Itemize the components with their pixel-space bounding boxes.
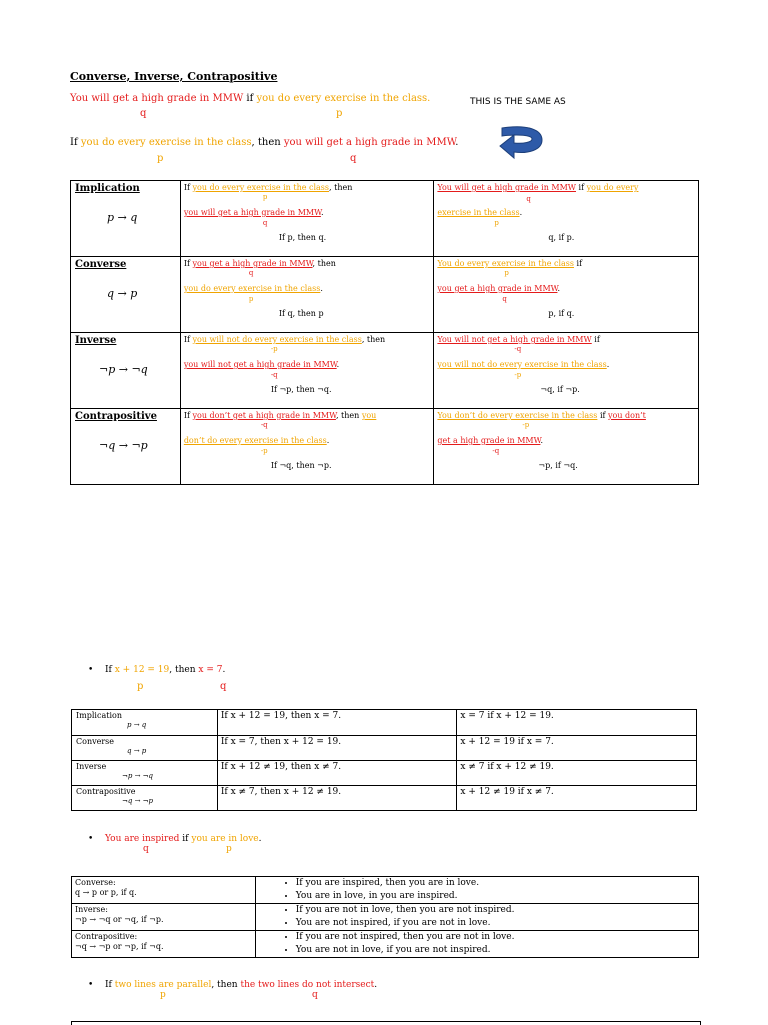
intro-p-phrase: you do every exercise in the class. [256,93,431,104]
row-name: Implication [75,183,140,194]
cell-text: x + 12 = 19 if x = 7. [460,737,554,747]
intro-sentence-2 [70,137,458,148]
table-row [71,409,699,485]
cell-label: -q [270,371,278,379]
example-2-sentence [105,834,262,844]
intro-q-phrase: You will get a high grade in MMW [70,93,244,104]
cell-p-phrase: you [361,411,377,420]
cell-text: x + 12 ≠ 19 if x ≠ 7. [460,787,554,797]
cell-form: q, if p. [548,233,575,242]
ex3-then: , then [211,980,241,990]
cell-p-phrase: you do every exercise in the class [192,183,330,192]
ex2-label-p: p [226,844,232,854]
row-symbol: p → q [107,211,138,224]
cell-q-phrase: You will not get a high grade in MMW [437,335,592,344]
row-name: Converse [76,737,115,746]
cell-text: If [183,183,193,192]
cell-text: , then [361,335,386,344]
cell-label: -q [260,421,268,429]
table-row [72,877,699,904]
cell-text: . [320,284,323,293]
table-row [71,181,699,257]
intro2-p-phrase: you do every exercise in the class [80,137,252,148]
row-name: Inverse [75,335,117,346]
cell-label: -p [270,345,278,353]
cell-label: -p [260,447,268,455]
bullet-list [256,877,698,903]
table-row [72,904,699,931]
row-symbol: p → q [127,721,147,729]
cell-text: if [574,259,583,268]
numeric-example-table [71,709,697,811]
cell-label: q [248,269,254,277]
cell-label: p [262,193,268,201]
intro2-label-p: p [157,153,164,164]
row-form: ¬q → ¬p or ¬p, if ¬q. [75,942,164,951]
list-item: • If you are not in love, then you are not inspired. [296,904,698,917]
cell-form: ¬q, if ¬p. [540,385,580,394]
table-row [72,761,697,786]
cell-p-phrase: you will not do every exercise in the class [437,360,607,369]
example-3-bullet: • [88,980,94,990]
cell-form: If ¬p, then ¬q. [270,385,332,394]
ex1-then: , then [169,665,199,675]
row-symbol: ¬p → ¬q [99,363,148,376]
example-3-sentence [105,980,377,990]
cell-q-phrase: get a high grade in MMW [437,436,541,445]
ex3-end: . [374,980,378,990]
cell-text: If [183,335,193,344]
row-name: Converse [75,259,127,270]
cell-text: . [606,360,610,369]
row-symbol: q → p [107,287,138,300]
cell-text: if [591,335,600,344]
intro-sentence-1 [70,93,430,104]
intro2-q-phrase: you will get a high grade in MMW [283,137,456,148]
ex1-label-p: p [137,681,144,692]
row-name: Contrapositive [76,787,136,796]
cell-text: , then [329,183,353,192]
ex2-end: . [258,834,262,844]
ex2-label-q: q [143,844,149,854]
intro-label-p: p [336,108,343,119]
cell-text: , then [312,259,336,268]
cell-q-phrase: You will get a high grade in MMW [437,183,576,192]
cell-text: If x + 12 ≠ 19, then x ≠ 7. [220,762,342,772]
table-row [71,257,699,333]
intro-label-q: q [140,108,147,119]
intro2-label-q: q [350,153,357,164]
row-symbol: ¬q → ¬p [122,797,154,805]
cell-label: -q [492,447,500,455]
row-name: Inverse [76,762,107,771]
row-form: ¬p → ¬q or ¬q, if ¬p. [75,915,164,924]
intro-if: if [243,93,257,104]
cell-text: If [183,259,193,268]
cell-q-phrase: you will get a high grade in MMW [183,208,321,217]
intro2-then: , then [251,137,284,148]
cell-text: . [320,208,324,217]
cell-label: p [248,295,254,303]
list-item: • If you are inspired, then you are in love. [296,877,698,890]
table-row [72,710,697,736]
love-example-table [71,876,699,958]
ex2-q: You are inspired [105,834,180,844]
cell-q-phrase: you don’t get a high grade in MMW [192,411,336,420]
cell-p-phrase: don’t do every exercise in the class [183,436,327,445]
example-2-bullet: • [88,834,94,844]
cell-label: p [494,219,499,227]
list-item: • You are not in love, if you are not inspired. [296,944,698,957]
intro2-end: . [455,137,459,148]
cell-label: -p [514,371,522,379]
ex3-label-q: q [312,990,318,1000]
cell-p-phrase: you will not do every exercise in the class [192,335,362,344]
bullet-list [256,904,698,930]
ex3-if: If [105,980,115,990]
cell-label: q [262,219,268,227]
ex2-p: you are in love [191,834,259,844]
cell-form: If p, then q. [278,233,327,242]
cell-p-phrase: you do every exercise in the class [183,284,321,293]
cell-label: p [504,269,509,277]
cell-q-phrase: you get a high grade in MMW [192,259,313,268]
example-1-bullet: • [88,665,94,675]
cell-p-phrase: You don’t do every exercise in the class [437,411,598,420]
cell-text: . [336,360,340,369]
table-row [71,333,699,409]
curved-arrow-icon [498,122,546,160]
ex2-if: if [179,834,192,844]
next-table-edge [71,1021,701,1025]
cell-form: ¬p, if ¬q. [538,461,578,470]
row-symbol: ¬q → ¬p [99,439,148,452]
row-form: q → p or p, if q. [75,888,137,897]
cell-text: If [183,411,193,420]
cell-text: . [557,284,561,293]
cell-form: p, if q. [548,309,575,318]
ex1-label-q: q [220,681,227,692]
cell-text: If x + 12 = 19, then x = 7. [220,711,342,721]
cell-label: q [502,295,507,303]
same-as-label: THIS IS THE SAME AS [470,97,566,107]
ex1-q: x = 7 [198,665,223,675]
intro2-if: If [70,137,81,148]
row-name: Contrapositive [75,411,157,422]
cell-q-phrase: you get a high grade in MMW [437,284,558,293]
list-item: • You are in love, in you are inspired. [296,890,698,903]
example-1-sentence [105,665,225,675]
row-name: Inverse: [75,905,108,914]
cell-label: -p [522,421,530,429]
main-logic-table [70,180,699,485]
ex1-p: x + 12 = 19 [114,665,170,675]
cell-text: x = 7 if x + 12 = 19. [460,711,554,721]
cell-label: q [526,195,531,203]
cell-text: . [326,436,330,445]
cell-text: if [597,411,609,420]
table-row [72,736,697,761]
ex3-p: two lines are parallel [114,980,212,990]
row-name: Implication [76,711,122,720]
table-row [72,786,697,811]
cell-text: x ≠ 7 if x + 12 ≠ 19. [460,762,554,772]
cell-form: If q, then p [278,309,324,318]
cell-p-phrase: you do every [586,183,639,192]
cell-q-phrase: you will not get a high grade in MMW [183,360,337,369]
cell-text: . [519,208,523,217]
cell-p-phrase: exercise in the class [437,208,520,217]
table-row [72,931,699,958]
list-item: • If you are not inspired, then you are not in love. [296,931,698,944]
row-name: Contrapositive: [75,932,138,941]
ex3-q: the two lines do not intersect [240,980,375,990]
cell-text: If x ≠ 7, then x + 12 ≠ 19. [220,787,342,797]
ex3-label-p: p [160,990,166,1000]
list-item: • You are not inspired, if you are not in love. [296,917,698,930]
cell-label: -q [514,345,522,353]
cell-form: If ¬q, then ¬p. [270,461,332,470]
cell-p-phrase: You do every exercise in the class [437,259,575,268]
bullet-list [256,931,698,957]
cell-text: if [576,183,587,192]
cell-text: If x = 7, then x + 12 = 19. [220,737,342,747]
row-symbol: q → p [127,747,147,755]
cell-text: . [540,436,543,445]
ex1-end: . [222,665,226,675]
row-name: Converse: [75,878,116,887]
page-title: Converse, Inverse, Contrapositive [70,70,278,83]
ex1-if: If [105,665,115,675]
row-symbol: ¬p → ¬q [122,772,154,780]
cell-q-phrase: you don’t [608,411,646,420]
cell-text: , then [335,411,362,420]
